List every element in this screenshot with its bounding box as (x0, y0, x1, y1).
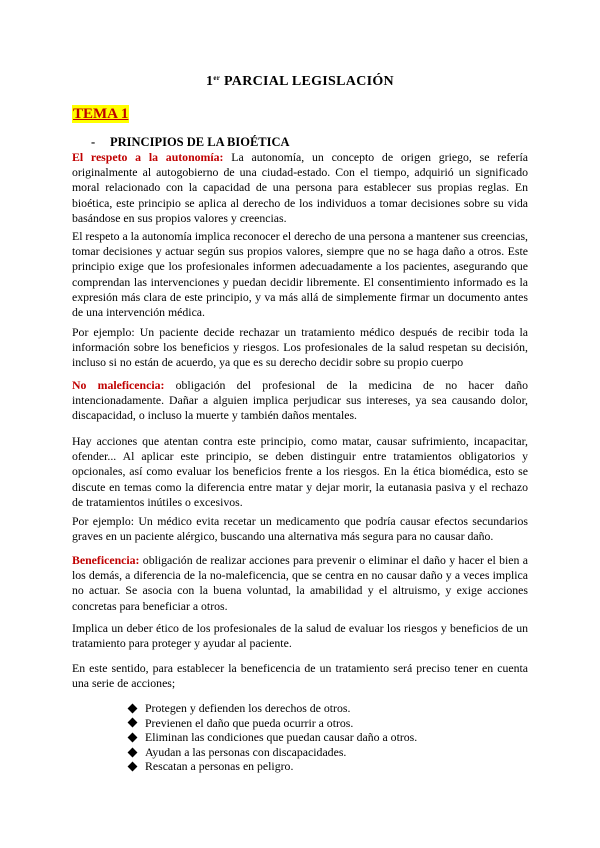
diamond-bullet-icon (128, 747, 138, 757)
term-no-maleficencia: No maleficencia: (72, 378, 165, 392)
list-item (126, 745, 417, 760)
diamond-bullet-icon (128, 718, 138, 728)
term-autonomia: El respeto a la autonomía: (72, 150, 224, 164)
diamond-bullet-icon (128, 703, 138, 713)
paragraph: Implica un deber ético de los profesionales de la salud de evaluar los riesgos y beneficios de un tratamiento para proteger y ayudar al paciente. (72, 621, 528, 651)
paragraph: En este sentido, para establecer la beneficencia de un tratamiento será preciso tener en cuenta una serie de acciones; (72, 661, 528, 691)
paragraph-example: Por ejemplo: Un médico evita recetar un medicamento que podría causar efectos secundarios graves en un paciente alérgico, buscando una alternativa más segura para no causar daño. (72, 514, 528, 544)
paragraph: El respeto a la autonomía implica reconocer el derecho de una persona a mantener sus creencias, tomar decisiones y actuar según sus propios valores, siempre que no se haga daño a otros. Este principio exige que los profesionales informen adecuadamente a los pacientes, asegurando que comprendan las intervenciones y puedan decidir libremente. El consentimiento informado es la expresión más clara de este principio, y va más allá de simplemente firmar un documento antes de una intervención médica. (72, 229, 528, 320)
paragraph-autonomia (72, 150, 528, 226)
list-item (126, 716, 417, 731)
paragraph: Hay acciones que atentan contra este principio, como matar, causar sufrimiento, incapacitar, ofender... Al aplicar este principio, se deben distinguir entre tratamientos obligatorios y opcionales, así como evaluar los beneficios frente a los riesgos. En la ética biomédica, esto se discute en temas como la diferencia entre matar y dejar morir, la eutanasia pasiva y el rechazo de tratamientos inútiles o excesivos. (72, 434, 528, 509)
paragraph-beneficencia (72, 553, 528, 614)
section-dash: - (91, 135, 96, 149)
list-item (126, 759, 417, 774)
bullet-list (126, 701, 417, 774)
list-item-text: Ayudan a las personas con discapacidades. (145, 744, 347, 759)
paragraph-example: Por ejemplo: Un paciente decide rechazar un tratamiento médico después de recibir toda la información sobre los beneficios y riesgos. Los profesionales de la salud respetan su decisión, incluso si no están de acuerdo, ya que es su derecho decidir sobre su propio cuerpo (72, 325, 528, 370)
list-item (126, 701, 417, 716)
title-superscript: er (213, 74, 221, 82)
paragraph-text: La autonomía, un concepto de origen griego, se refería originalmente al autogobierno de una ciudad-estado. Con el tiempo, adquirió un significado moral relacionado con la capacidad de una persona para establecer sus propias reglas. En bioética, este principio se aplica al derecho de los individuos a tomar decisiones sobre su vida basándose en sus propios valores y creencias. (72, 150, 528, 225)
list-item-text: Previenen el daño que pueda ocurrir a otros. (145, 715, 354, 730)
tema-heading: TEMA 1 (73, 106, 129, 122)
section-heading-text: PRINCIPIOS DE LA BIOÉTICA (110, 135, 290, 149)
paragraph-no-maleficencia (72, 378, 528, 424)
diamond-bullet-icon (128, 762, 138, 772)
section-heading (91, 135, 290, 150)
paragraph-text: obligación de realizar acciones para prevenir o eliminar el daño y hacer el bien a los demás, a diferencia de la no-maleficencia, que se centra en no causar daño y a veces implica no actuar. Se asocia con la buena voluntad, la amabilidad y el altruismo, y exige acciones concretas para beneficiar a otros. (72, 553, 528, 613)
list-item-text: Rescatan a personas en peligro. (145, 759, 294, 774)
list-item-text: Protegen y defienden los derechos de otros. (145, 701, 351, 715)
list-item (126, 730, 417, 745)
paragraph-text: obligación del profesional de la medicina de no hacer daño intencionadamente. Dañar a alguien implica perjudicar sus intereses, ya sea causando dolor, discapacidad, o incluso la muerte y también daños mentales. (72, 378, 528, 423)
term-beneficencia: Beneficencia: (72, 553, 140, 567)
title-number: 1 (206, 74, 214, 89)
diamond-bullet-icon (128, 733, 138, 743)
page-title (0, 74, 600, 90)
list-item-text: Eliminan las condiciones que puedan causar daño a otros. (145, 730, 418, 745)
title-text: PARCIAL LEGISLACIÓN (220, 74, 394, 89)
